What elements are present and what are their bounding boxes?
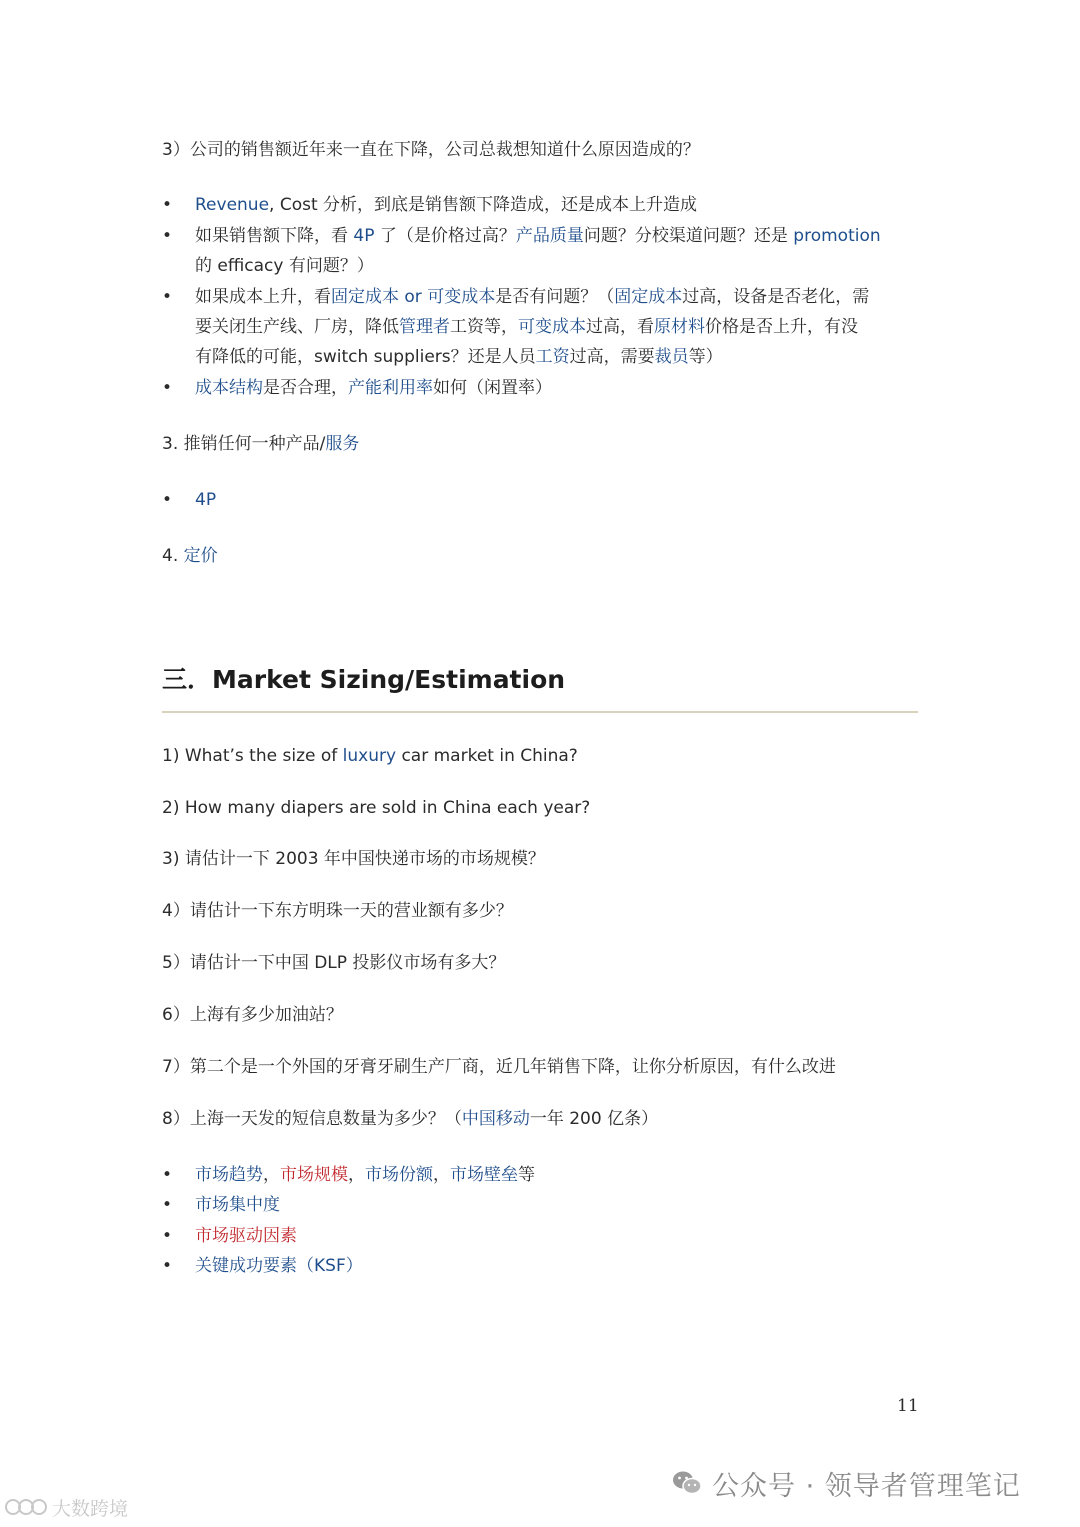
bullet-text: ， [433, 1165, 450, 1185]
market-question-4: 4）请估计一下东方明珠一天的营业额有多少？ [162, 901, 513, 921]
term-4p: 4P [195, 490, 217, 510]
bullet-text: ， [348, 1165, 365, 1185]
term-wages: 工资 [535, 347, 570, 367]
item-text: 4. [162, 546, 184, 566]
item-text: 3. 推销任何一种产品/ [162, 434, 326, 454]
bullet-text: 如果销售额下降，看 [195, 226, 354, 246]
bullet-text: 等 [518, 1165, 535, 1185]
term-luxury: luxury [342, 746, 397, 766]
term-service: 服务 [325, 434, 360, 454]
bullet-text: 工资等， [450, 317, 518, 337]
term-market-concentration: 市场集中度 [195, 1195, 280, 1215]
bullet-text: 过高，需要 [569, 347, 655, 367]
market-question-3: 3) 请估计一下 2003 年中国快递市场的市场规模？ [162, 849, 545, 869]
bullet-text: 是否有问题？（ [495, 287, 615, 307]
bullet-text: 问题？分校渠道问题？还是 [583, 226, 794, 246]
bullet-text: 过高，看 [586, 317, 654, 337]
term-pricing: 定价 [183, 546, 218, 566]
term-ksf: 关键成功要素（KSF） [195, 1256, 363, 1276]
term-revenue: Revenue [195, 195, 270, 215]
term-4p: 4P [353, 226, 375, 246]
bullet-text: 等） [688, 347, 723, 367]
bullet-dot: • [162, 1165, 173, 1185]
term-china-mobile: 中国移动 [461, 1109, 530, 1129]
wechat-icon [672, 1470, 702, 1496]
bullet-text: 如果成本上升，看 [195, 287, 331, 307]
term-fixed-cost: 固定成本 [614, 287, 683, 307]
item-4-pricing [162, 541, 218, 571]
term-market-share: 市场份额 [365, 1165, 433, 1185]
bullet-text: ， [263, 1165, 280, 1185]
term-market-trend: 市场趋势 [195, 1165, 263, 1185]
bullet-dot: • [162, 287, 173, 307]
watermark-text: 大数跨境 [52, 1497, 129, 1520]
bullet-dot: • [162, 378, 173, 398]
term-fixed-variable-cost: 固定成本 or 可变成本 [331, 287, 496, 307]
market-question-8 [162, 1104, 658, 1134]
brand-watermark [4, 1492, 128, 1522]
bullet-dot: • [162, 1195, 173, 1215]
bullet-text: 价格是否上升，有没 [705, 317, 858, 337]
bullet-dot: • [162, 195, 173, 215]
term-cost-structure: 成本结构 [195, 378, 263, 398]
wechat-watermark [672, 1463, 1021, 1503]
bullet-text: , Cost 分析，到底是销售额下降造成，还是成本上升造成 [269, 195, 698, 215]
question-3-text: 3）公司的销售额近年来一直在下降，公司总裁想知道什么原因造成的？ [162, 140, 700, 160]
term-layoffs: 裁员 [654, 347, 689, 367]
bullet-dot: • [162, 1226, 173, 1246]
bullet-text-continued: 的 efficacy 有问题？） [195, 256, 374, 276]
question-text: car market in China? [396, 746, 578, 766]
page-number: 11 [897, 1396, 919, 1416]
bullet-dot: • [162, 226, 173, 246]
bullet-text: 了（是价格过高？ [374, 226, 516, 246]
term-market-barrier: 市场壁垒 [450, 1165, 518, 1185]
watermark-text: 公众号 · 领导者管理笔记 [712, 1470, 1021, 1502]
bullet-dot: • [162, 1256, 173, 1276]
question-text: 1) What’s the size of [162, 746, 343, 766]
bullet-text: 有降低的可能，switch suppliers？还是人员 [195, 347, 536, 367]
section-heading: 三．Market Sizing/Estimation [162, 665, 566, 694]
term-product-quality: 产品质量 [515, 226, 584, 246]
bullet-dot: • [162, 490, 173, 510]
bullet-text: 要关闭生产线、厂房，降低 [195, 317, 399, 337]
term-market-drivers: 市场驱动因素 [195, 1226, 297, 1246]
term-raw-materials: 原材料 [654, 317, 705, 337]
market-question-7: 7）第二个是一个外国的牙膏牙刷生产厂商，近几年销售下降，让你分析原因，有什么改进 [162, 1057, 836, 1077]
market-question-6: 6）上海有多少加油站？ [162, 1005, 343, 1025]
market-question-5: 5）请估计一下中国 DLP 投影仪市场有多大？ [162, 953, 506, 973]
bullet-text: 过高，设备是否老化，需 [682, 287, 870, 307]
question-text: 8）上海一天发的短信息数量为多少？（ [162, 1109, 462, 1129]
term-capacity-utilization: 产能利用率 [348, 378, 433, 398]
bullet-text: 如何（闲置率） [433, 378, 552, 398]
bullet-text: 是否合理， [263, 378, 348, 398]
question-text: 一年 200 亿条） [529, 1109, 659, 1129]
term-market-size: 市场规模 [280, 1165, 348, 1185]
term-managers: 管理者 [399, 317, 450, 337]
heading-divider [162, 711, 918, 713]
item-3-promote [162, 429, 359, 459]
market-question-2: 2) How many diapers are sold in China each year? [162, 798, 591, 818]
term-variable-cost: 可变成本 [518, 317, 586, 337]
market-question-1 [162, 741, 578, 771]
term-promotion: promotion [793, 226, 881, 246]
brand-logo-icon [4, 1496, 48, 1518]
